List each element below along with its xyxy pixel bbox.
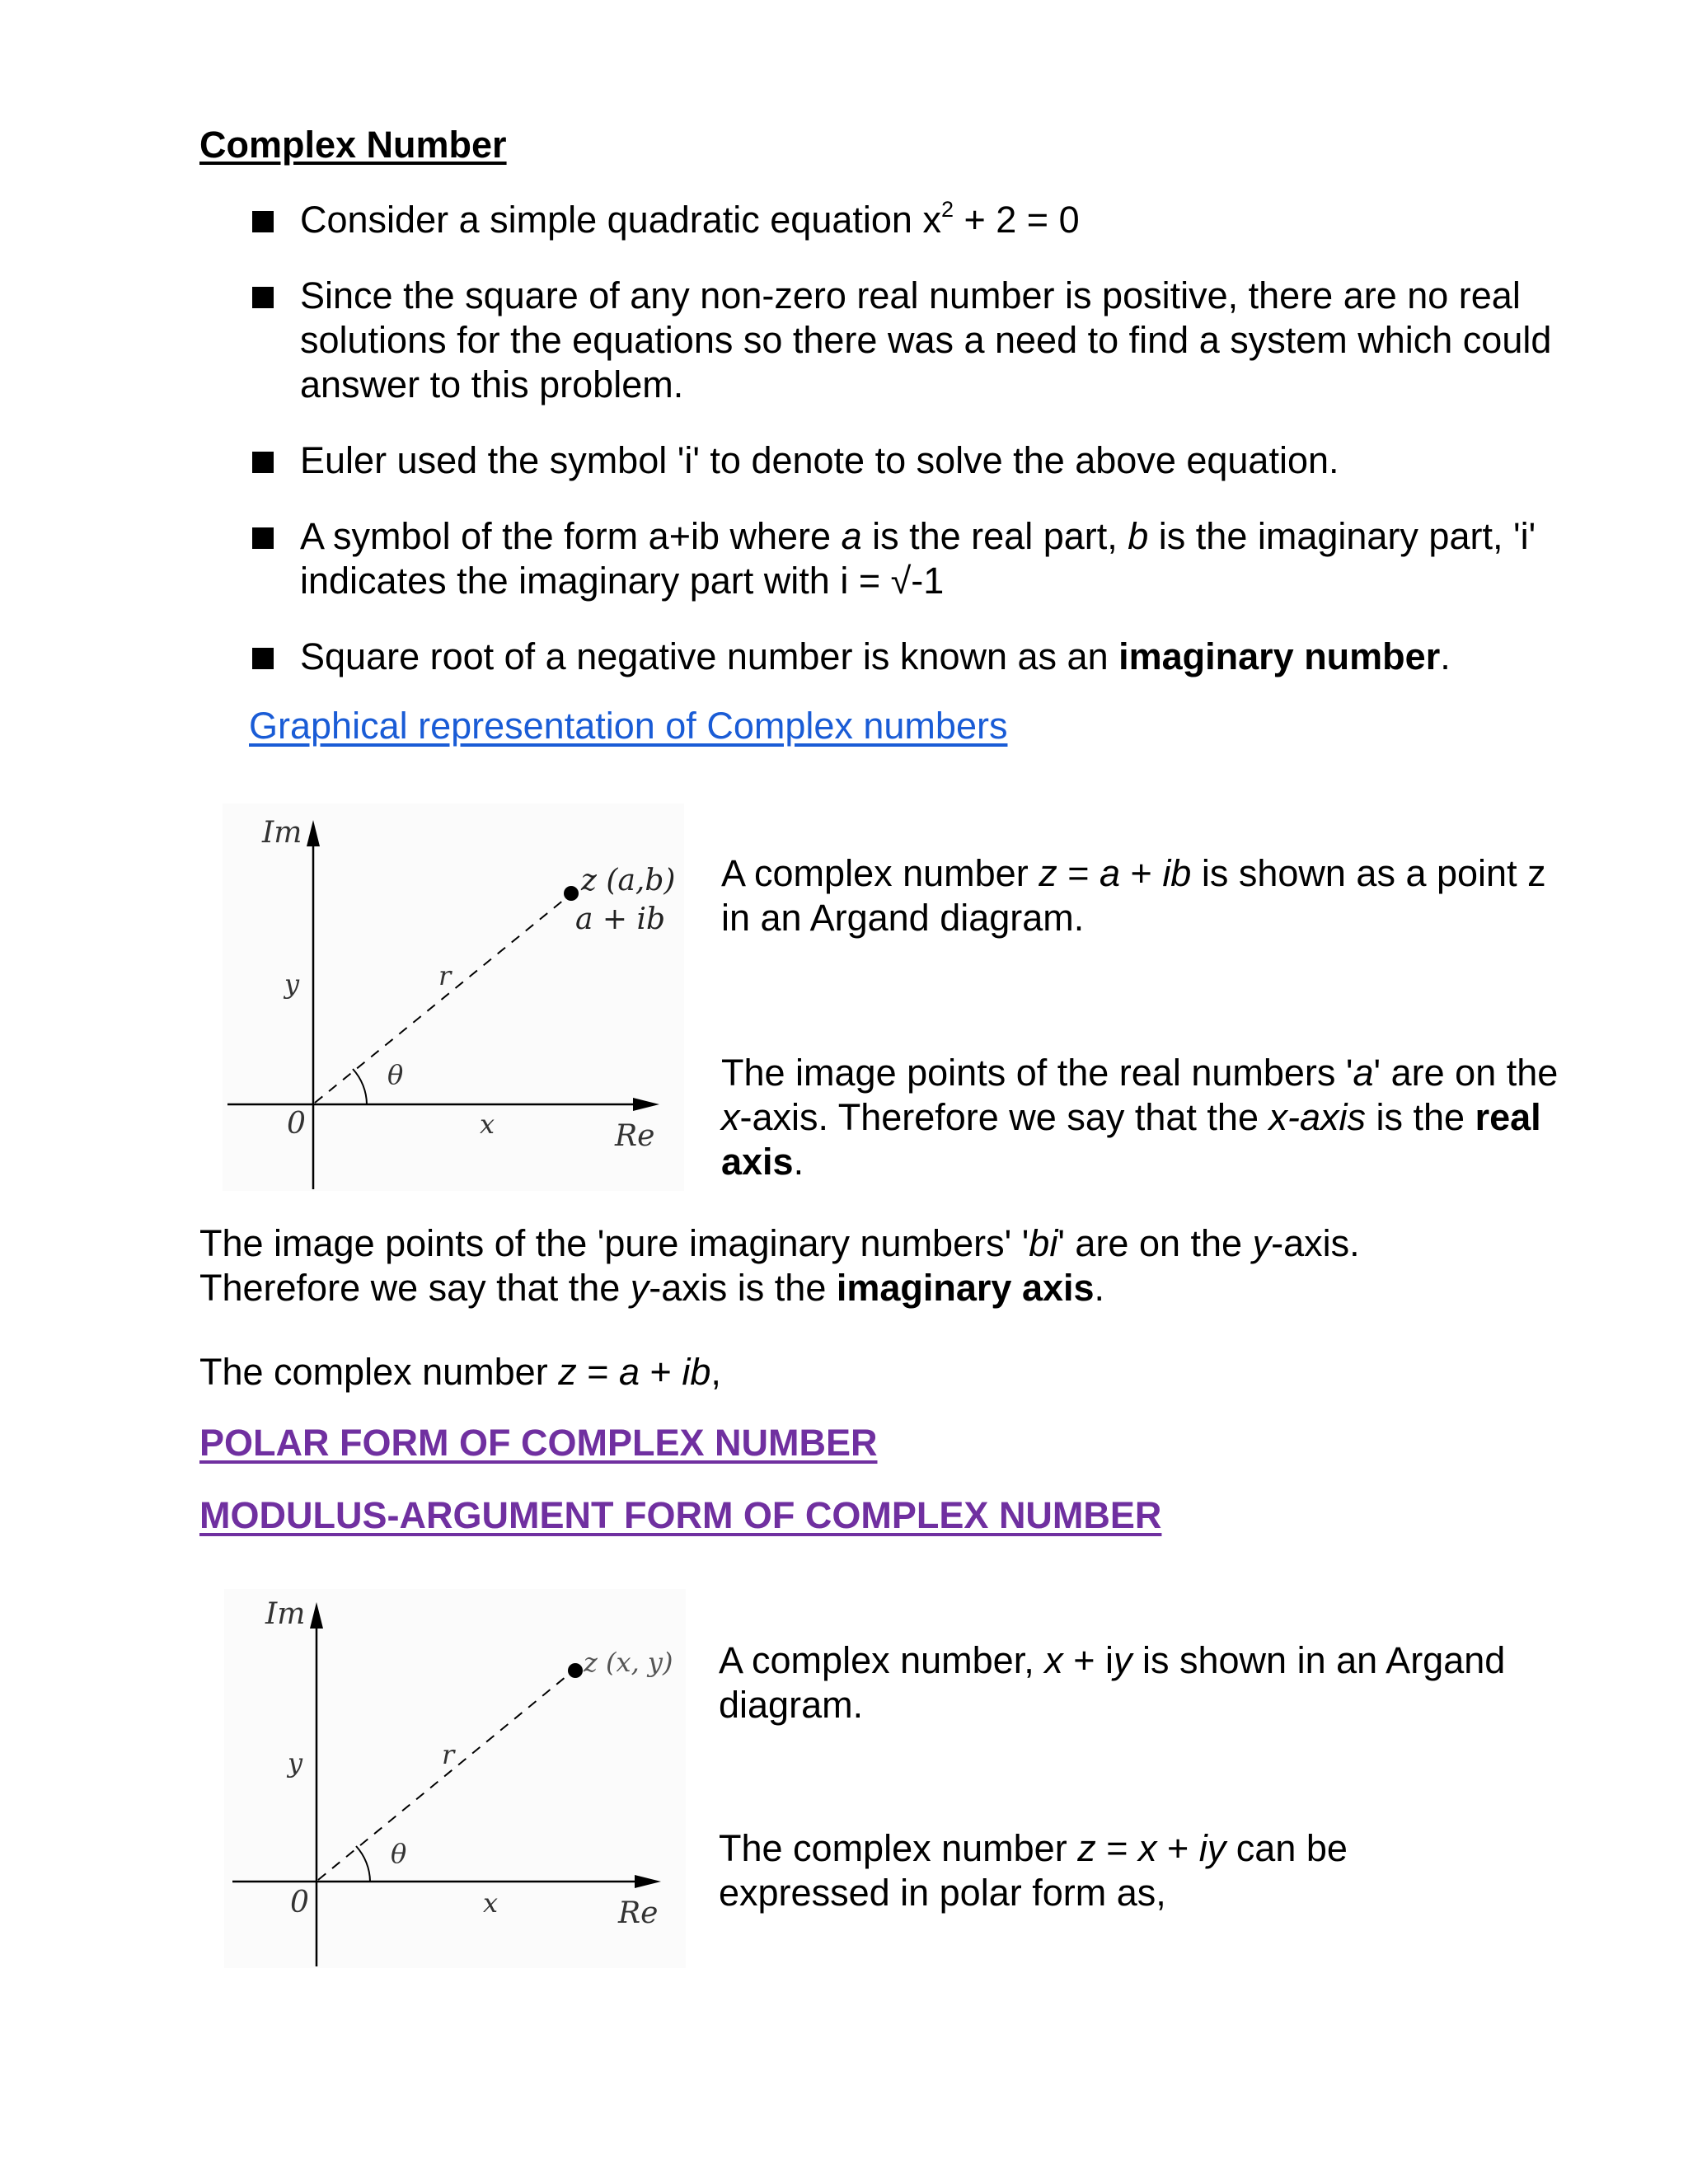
- origin-label: 0: [290, 1886, 309, 1919]
- argand-diagram-1: [223, 804, 684, 1191]
- page-title: Complex Number: [199, 124, 507, 166]
- axis-re-label: Re: [615, 1119, 655, 1153]
- polar-form-paragraph: The complex number z = x + iy can be expressed in polar form as,: [719, 1827, 1348, 1914]
- bullet-square-icon: [252, 287, 274, 308]
- r-label: r: [442, 1739, 455, 1770]
- point-form-label: a + ib: [575, 902, 666, 936]
- theta-label: θ: [387, 1059, 404, 1090]
- point-coord-label: z (x, y): [584, 1647, 673, 1678]
- point-z: [568, 1663, 583, 1678]
- bullet-square-icon: [252, 452, 274, 473]
- theta-label: θ: [391, 1838, 407, 1869]
- angle-arc: [356, 1846, 370, 1882]
- argand-diagram-2: [224, 1589, 686, 1968]
- r-label: r: [438, 960, 452, 991]
- axis-im-label: Im: [265, 1597, 306, 1631]
- origin-label: 0: [287, 1107, 306, 1141]
- graphical-representation-link[interactable]: Graphical representation of Complex numbers: [249, 705, 1008, 747]
- real-axis-paragraph: The image points of the real numbers 'a' are on the x-axis. Therefore we say that the x-axis is the real axis.: [721, 1052, 1559, 1183]
- x-label: x: [480, 1108, 495, 1140]
- modulus-dashed-line: [315, 896, 569, 1103]
- list-item: Square root of a negative number is known as an imaginary number.: [247, 635, 1582, 679]
- axis-im-label: Im: [262, 816, 302, 850]
- angle-arc: [353, 1069, 367, 1104]
- imaginary-axis-paragraph: The image points of the 'pure imaginary numbers' 'bi' are on the y-axis. Therefore we say that the y-axis is the imaginary axis.: [199, 1222, 1360, 1309]
- list-item: Since the square of any non-zero real number is positive, there are no real solutions for the equations so there was a need to find a system which could answer to this problem.: [247, 274, 1582, 407]
- im-axis-arrow: [310, 1602, 323, 1629]
- bullet-list: [247, 198, 1582, 710]
- bullet-square-icon: [252, 211, 274, 232]
- y-label: y: [284, 968, 300, 1000]
- re-axis-arrow: [633, 1098, 659, 1111]
- list-item: A symbol of the form a+ib where a is the real part, b is the imaginary part, 'i' indicates the imaginary part with i = √-1: [247, 514, 1582, 603]
- bullet-square-icon: [252, 648, 274, 669]
- axis-re-label: Re: [618, 1896, 659, 1930]
- modulus-argument-link[interactable]: MODULUS-ARGUMENT FORM OF COMPLEX NUMBER: [199, 1494, 1162, 1536]
- x-label: x: [483, 1887, 499, 1919]
- argand-intro-paragraph: A complex number z = a + ib is shown as a point z in an Argand diagram.: [721, 852, 1546, 939]
- bullet-square-icon: [252, 527, 274, 549]
- modulus-dashed-line: [318, 1673, 570, 1880]
- point-z: [564, 886, 579, 901]
- y-label: y: [288, 1747, 303, 1779]
- complex-number-paragraph: The complex number z = a + ib,: [199, 1351, 721, 1393]
- argand-xy-paragraph: A complex number, x + iy is shown in an Argand diagram.: [719, 1639, 1506, 1726]
- re-axis-arrow: [635, 1875, 661, 1888]
- list-item: Euler used the symbol 'i' to denote to solve the above equation.: [247, 438, 1582, 483]
- im-axis-arrow: [307, 820, 320, 846]
- point-coord-label: z (a,b): [581, 864, 676, 898]
- polar-form-link[interactable]: POLAR FORM OF COMPLEX NUMBER: [199, 1422, 878, 1464]
- list-item: Consider a simple quadratic equation $x^2 + 2 = 0$: [247, 198, 1582, 242]
